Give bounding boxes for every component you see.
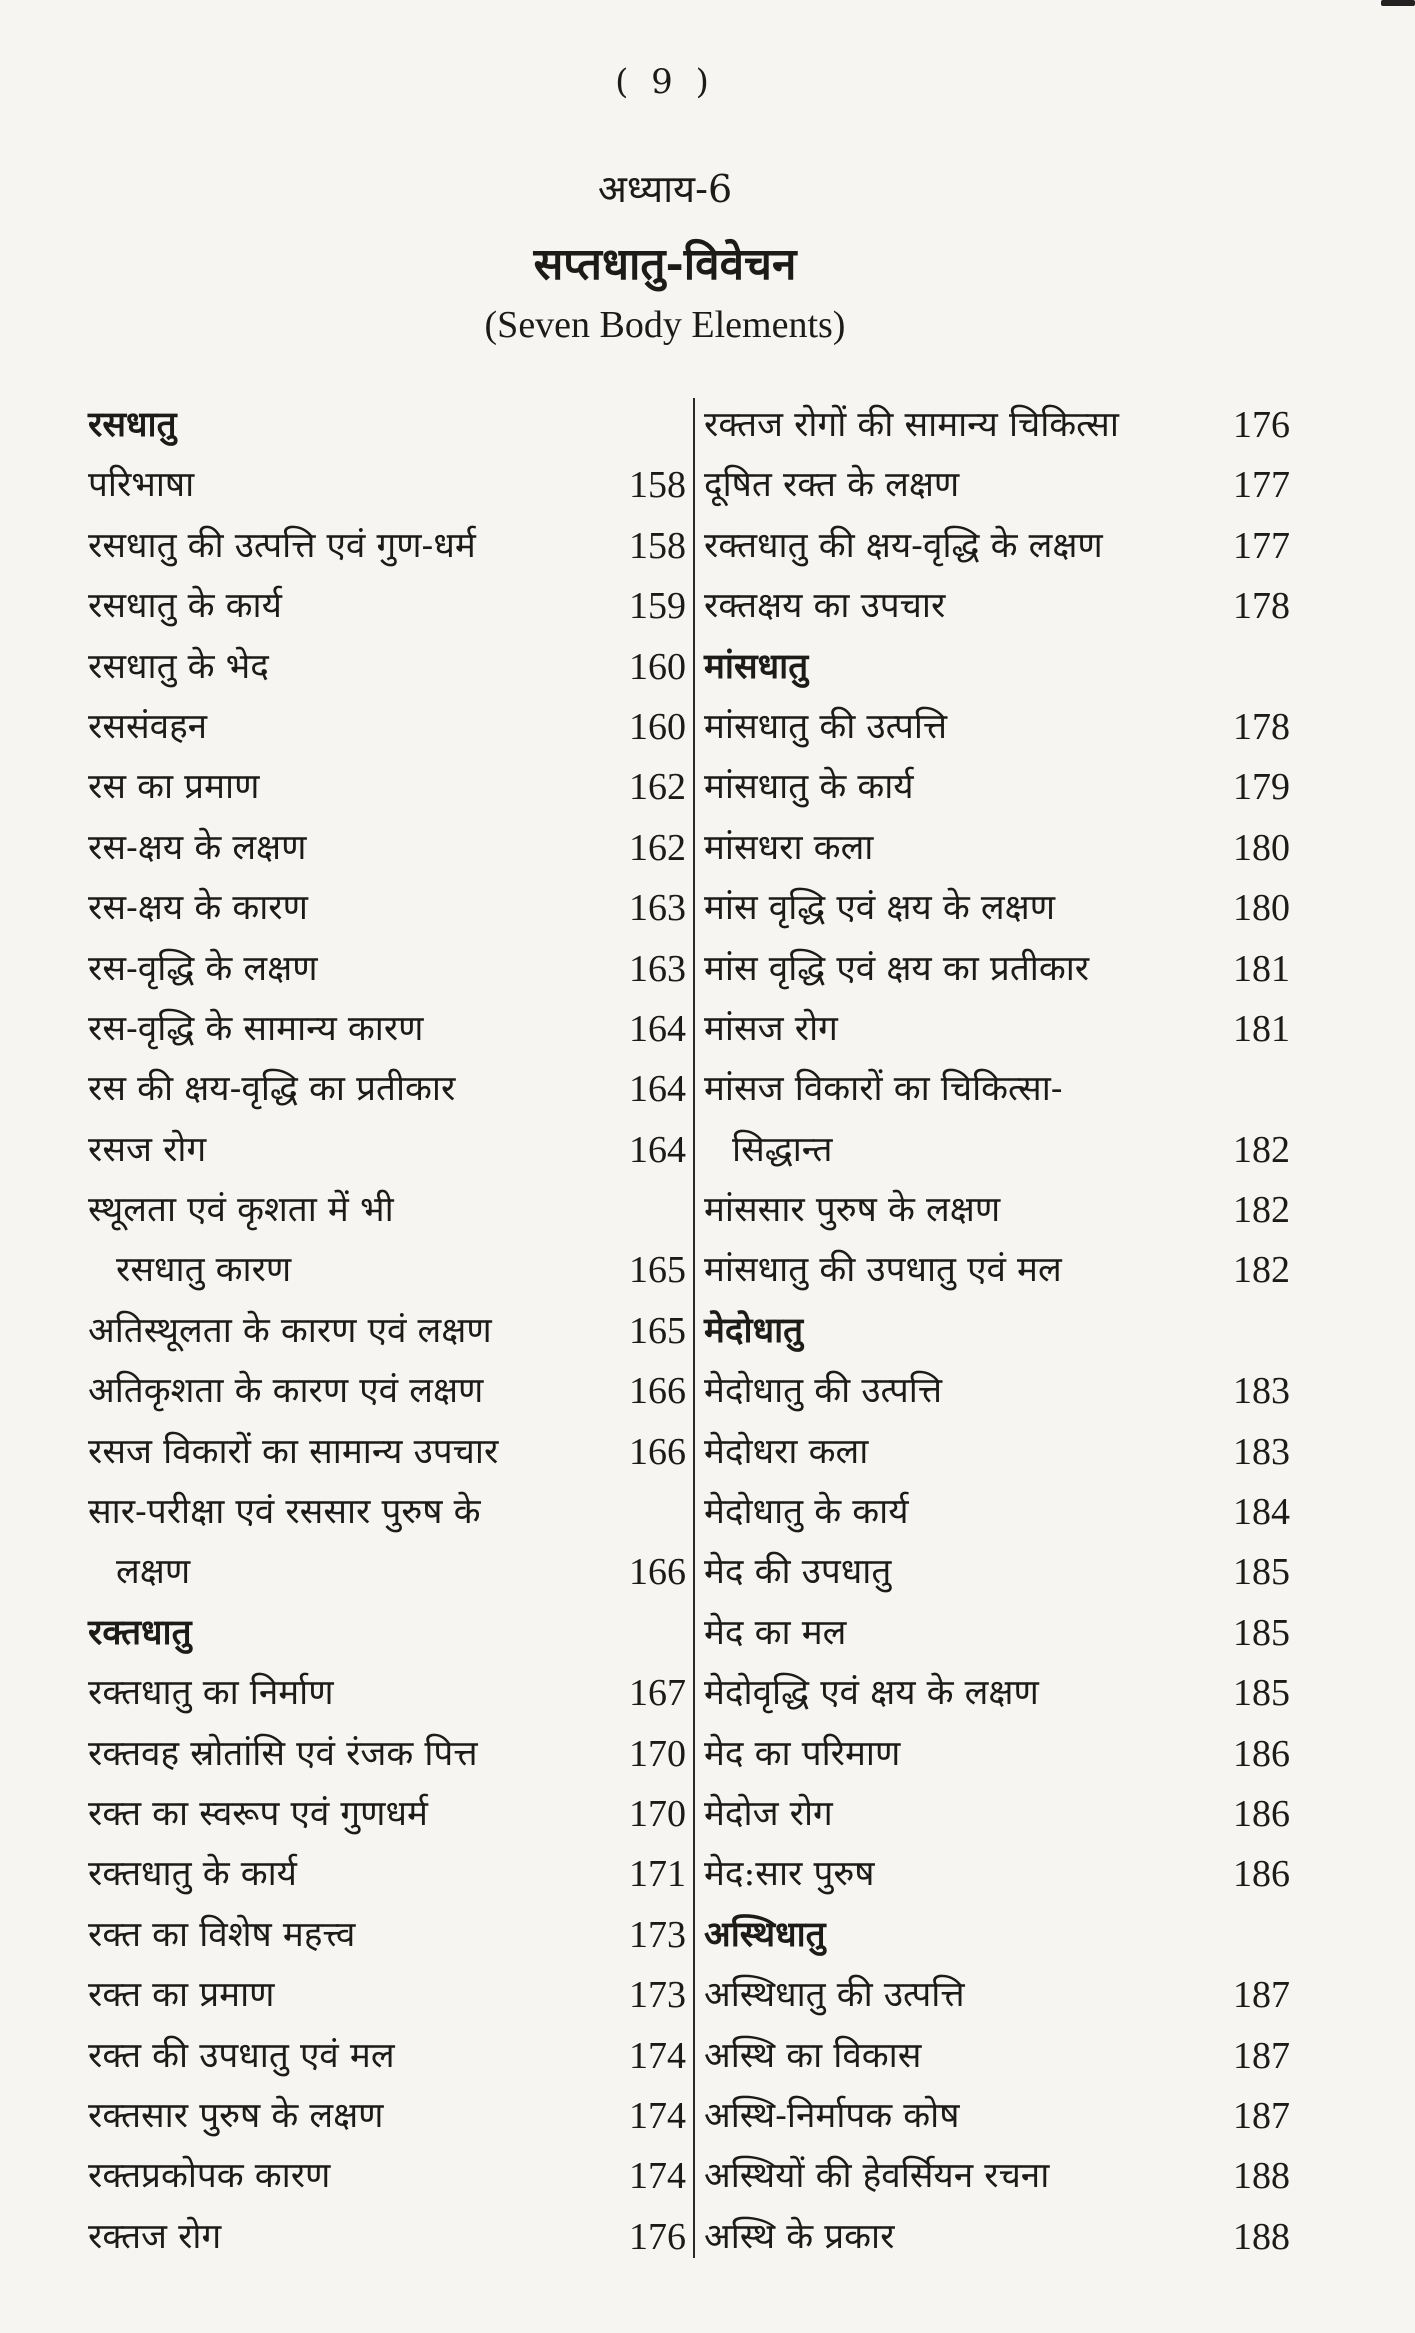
toc-entry-page: 184 (1233, 1491, 1290, 1534)
toc-entry-page: 182 (1233, 1189, 1290, 1232)
toc-section-heading (704, 637, 1290, 697)
toc-entry-page: 165 (629, 1309, 686, 1352)
toc-entry (704, 757, 1290, 817)
toc-entry-title: अस्थिधातु (704, 1913, 826, 1955)
toc-entry-title: मांसधातु के कार्य (704, 767, 914, 808)
toc-entry-title: रक्त की उपधातु एवं मल (88, 2035, 395, 2076)
toc-entry-title: मेद की उपधातु (704, 1552, 892, 1593)
toc-entry (88, 1059, 686, 1119)
toc-entry (88, 1120, 686, 1180)
toc-entry (88, 455, 686, 515)
toc-entry (704, 516, 1290, 576)
toc-entry-title: मांसज रोग (704, 1008, 838, 1049)
toc-entry-title: रस का प्रमाण (88, 767, 260, 808)
toc-entry-title: रस-क्षय के लक्षण (88, 827, 307, 868)
toc-entry (88, 2086, 686, 2146)
toc-entry (704, 1784, 1290, 1844)
toc-entry-page: 183 (1233, 1430, 1290, 1473)
toc-entry (88, 818, 686, 878)
toc-entry-title: अस्थिधातु की उत्पत्ति (704, 1975, 965, 2016)
toc-entry-page: 158 (629, 464, 686, 507)
toc-entry-title: मेद:सार पुरुष (704, 1854, 875, 1895)
toc-entry (704, 2146, 1290, 2206)
toc-entry (704, 2026, 1290, 2086)
toc-entry-title: रसधातु की उत्पत्ति एवं गुण-धर्म (88, 525, 476, 566)
toc-entry (704, 1542, 1290, 1602)
toc-entry (704, 1361, 1290, 1421)
toc-entry (88, 2146, 686, 2206)
toc-entry-title: मेद का मल (704, 1612, 847, 1653)
toc-entry-page: 178 (1233, 585, 1290, 628)
toc-entry-page: 187 (1233, 2034, 1290, 2077)
toc-entry-title: रस-क्षय के कारण (88, 888, 308, 929)
toc-entry-title: रक्त का स्वरूप एवं गुणधर्म (88, 1793, 428, 1834)
toc-entry-title: स्थूलता एवं कृशता में भी (88, 1190, 394, 1231)
toc-entry (704, 939, 1290, 999)
toc-entry-page: 174 (629, 2094, 686, 2137)
toc-entry-title: रस-वृद्धि के सामान्य कारण (88, 1008, 424, 1049)
toc-entry-page: 163 (629, 887, 686, 930)
toc-entry-page: 174 (629, 2155, 686, 2198)
chapter-subtitle: (Seven Body Elements) (484, 304, 846, 346)
toc-section-heading (704, 1301, 1290, 1361)
toc-entry (704, 1180, 1290, 1240)
toc-entry-title: रक्तक्षय का उपचार (704, 586, 946, 627)
toc-entry-title: रक्तधातु (88, 1611, 192, 1653)
toc-left-column (88, 395, 686, 2267)
toc-entry-title: मेदोवृद्धि एवं क्षय के लक्षण (704, 1673, 1039, 1714)
toc-entry (88, 1301, 686, 1361)
toc-entry (88, 878, 686, 938)
toc-entry-page: 181 (1233, 1007, 1290, 1050)
toc-entry (88, 516, 686, 576)
toc-entry-title: मांसधरा कला (704, 827, 874, 868)
toc-entry-title: रक्तधातु का निर्माण (88, 1673, 334, 1714)
toc-entry-page: 177 (1233, 464, 1290, 507)
toc-entry (704, 697, 1290, 757)
toc-entry-page: 186 (1233, 1853, 1290, 1896)
toc-entry-title: रक्त का प्रमाण (88, 1975, 275, 2016)
toc-entry-title: मांसधातु की उत्पत्ति (704, 706, 948, 747)
toc-entry-title: रक्त का विशेष महत्त्व (88, 1914, 356, 1955)
toc-entry-page: 163 (629, 947, 686, 990)
toc-entry-title: सार-परीक्षा एवं रससार पुरुष के (88, 1492, 481, 1533)
toc-entry-page: 166 (629, 1551, 686, 1594)
toc-entry-page: 170 (629, 1792, 686, 1835)
toc-entry-page: 187 (1233, 2094, 1290, 2137)
toc-entry (704, 2086, 1290, 2146)
toc-entry (88, 1784, 686, 1844)
toc-entry-page: 173 (629, 1974, 686, 2017)
toc-entry-page: 176 (629, 2215, 686, 2258)
toc-entry-title: मांससार पुरुष के लक्षण (704, 1190, 1001, 1231)
toc-entry-title: मांस वृद्धि एवं क्षय का प्रतीकार (704, 948, 1090, 989)
toc-entry-page: 180 (1233, 826, 1290, 869)
toc-entry-title: मेदोधातु की उत्पत्ति (704, 1371, 943, 1412)
toc-entry-page: 186 (1233, 1732, 1290, 1775)
toc-entry (704, 878, 1290, 938)
toc-entry (704, 1059, 1290, 1119)
toc-entry-page: 165 (629, 1249, 686, 1292)
toc-entry-page: 182 (1233, 1249, 1290, 1292)
toc-entry-title: अस्थि का विकास (704, 2035, 922, 2076)
toc-entry-title: अतिस्थूलता के कारण एवं लक्षण (88, 1310, 492, 1351)
toc-entry-page: 160 (629, 705, 686, 748)
toc-entry-page: 178 (1233, 705, 1290, 748)
toc-entry (88, 2026, 686, 2086)
toc-entry-page: 185 (1233, 1672, 1290, 1715)
toc-entry (88, 637, 686, 697)
toc-entry-title: अस्थियों की हेवर्सियन रचना (704, 2156, 1050, 2197)
toc-entry-title: रस-वृद्धि के लक्षण (88, 948, 318, 989)
toc-entry (88, 1542, 686, 1602)
toc-entry-page: 186 (1233, 1792, 1290, 1835)
chapter-label: अध्याय-6 (597, 167, 733, 211)
toc-right-column (704, 395, 1290, 2267)
toc-entry (704, 395, 1290, 455)
toc-entry-page: 187 (1233, 1974, 1290, 2017)
toc-entry-title: परिभाषा (88, 465, 195, 506)
toc-entry-title: मेदोज रोग (704, 1793, 833, 1834)
toc-entry-page: 183 (1233, 1370, 1290, 1413)
toc-entry-title: रससंवहन (88, 706, 208, 747)
toc-section-heading (704, 1905, 1290, 1965)
toc-entry-page: 159 (629, 585, 686, 628)
corner-mark (1381, 0, 1415, 6)
toc-entry-title: मांस वृद्धि एवं क्षय के लक्षण (704, 888, 1055, 929)
toc-entry-title: मांसज विकारों का चिकित्सा- (704, 1069, 1063, 1110)
toc-entry-title: रसज विकारों का सामान्य उपचार (88, 1431, 499, 1472)
toc-entry (88, 1965, 686, 2025)
toc-entry-page: 180 (1233, 887, 1290, 930)
toc-entry (88, 1422, 686, 1482)
toc-entry-page: 166 (629, 1370, 686, 1413)
toc-entry-page: 162 (629, 826, 686, 869)
toc-entry-title: रक्तधातु के कार्य (88, 1854, 297, 1895)
toc-section-heading (88, 1603, 686, 1663)
toc-entry-title: मेदोधरा कला (704, 1431, 869, 1472)
toc-entry-title: रसधातु के कार्य (88, 586, 282, 627)
toc-entry-title: अस्थि-निर्मापक कोष (704, 2095, 960, 2136)
toc-entry-title: अतिकृशता के कारण एवं लक्षण (88, 1371, 484, 1412)
toc-entry (88, 1844, 686, 1904)
toc-entry (704, 2207, 1290, 2267)
toc-entry (704, 999, 1290, 1059)
toc-entry-title: रसधातु (88, 404, 177, 445)
toc-entry (88, 1905, 686, 1965)
chapter-title: सप्तधातु-विवेचन (533, 239, 797, 290)
toc-entry-title: दूषित रक्त के लक्षण (704, 465, 960, 506)
toc-entry-page: 167 (629, 1672, 686, 1715)
toc-entry-title: मेद का परिमाण (704, 1733, 901, 1774)
toc-entry (704, 1844, 1290, 1904)
toc-entry (704, 455, 1290, 515)
toc-entry (88, 1240, 686, 1300)
toc-entry (704, 818, 1290, 878)
toc-entry-page: 174 (629, 2034, 686, 2077)
toc-entry (88, 1663, 686, 1723)
toc-entry-page: 185 (1233, 1611, 1290, 1654)
toc-entry-page: 160 (629, 645, 686, 688)
toc-entry (88, 1724, 686, 1784)
toc-entry-title: रसधातु के भेद (88, 646, 269, 687)
toc-entry (704, 1724, 1290, 1784)
toc-entry (88, 1180, 686, 1240)
toc-entry (704, 1120, 1290, 1180)
toc-entry-page: 171 (629, 1853, 686, 1896)
toc-entry (704, 1482, 1290, 1542)
toc-entry-page: 176 (1233, 404, 1290, 446)
toc-entry-title: रक्तप्रकोपक कारण (88, 2156, 331, 2197)
toc-entry-title: मेदोधातु (704, 1309, 804, 1351)
page-number: ( 9 ) (615, 62, 715, 102)
toc-entry-title: मेदोधातु के कार्य (704, 1492, 909, 1533)
toc-entry (88, 757, 686, 817)
toc-entry (704, 1603, 1290, 1663)
toc-entry-page: 173 (629, 1913, 686, 1956)
toc-entry-page: 162 (629, 766, 686, 809)
toc-entry-title: रक्तज रोगों की सामान्य चिकित्सा (704, 405, 1119, 445)
toc-entry-title: रक्तसार पुरुष के लक्षण (88, 2095, 384, 2136)
toc-entry-page: 181 (1233, 947, 1290, 990)
toc-entry-title: रक्तधातु की क्षय-वृद्धि के लक्षण (704, 525, 1103, 566)
toc-entry (88, 576, 686, 636)
toc-entry-title: रसधातु कारण (116, 1250, 292, 1291)
toc-section-heading (88, 395, 686, 455)
toc-entry-title: सिद्धान्त (732, 1129, 833, 1170)
toc-entry (88, 1361, 686, 1421)
toc-entry-page: 164 (629, 1128, 686, 1171)
toc-entry (704, 576, 1290, 636)
toc-entry-title: मांसधातु की उपधातु एवं मल (704, 1250, 1062, 1291)
toc-entry-title: मांसधातु (704, 645, 809, 687)
toc-entry-page: 177 (1233, 524, 1290, 567)
toc-entry-page: 164 (629, 1068, 686, 1111)
toc-entry-page: 182 (1233, 1128, 1290, 1171)
toc-entry (88, 939, 686, 999)
toc-entry-title: लक्षण (116, 1552, 191, 1593)
toc-entry-page: 164 (629, 1007, 686, 1050)
toc-entry-page: 188 (1233, 2155, 1290, 2198)
toc-entry-page: 158 (629, 524, 686, 567)
toc-entry-title: रसज रोग (88, 1129, 207, 1170)
toc-entry-page: 166 (629, 1430, 686, 1473)
toc-entry-title: रक्तवह स्रोतांसि एवं रंजक पित्त (88, 1733, 478, 1774)
toc-entry (704, 1663, 1290, 1723)
toc-entry-title: रस की क्षय-वृद्धि का प्रतीकार (88, 1069, 456, 1110)
toc-entry (704, 1422, 1290, 1482)
toc-entry (88, 1482, 686, 1542)
toc-entry-title: रक्तज रोग (88, 2216, 222, 2257)
toc-entry-page: 188 (1233, 2215, 1290, 2258)
toc-entry (704, 1240, 1290, 1300)
column-divider (693, 398, 695, 2258)
toc-entry (88, 999, 686, 1059)
toc-entry (88, 697, 686, 757)
toc-entry-page: 179 (1233, 766, 1290, 809)
toc-entry-page: 170 (629, 1732, 686, 1775)
toc-entry (704, 1965, 1290, 2025)
toc-entry (88, 2207, 686, 2267)
toc-entry-page: 185 (1233, 1551, 1290, 1594)
toc-entry-title: अस्थि के प्रकार (704, 2216, 895, 2257)
